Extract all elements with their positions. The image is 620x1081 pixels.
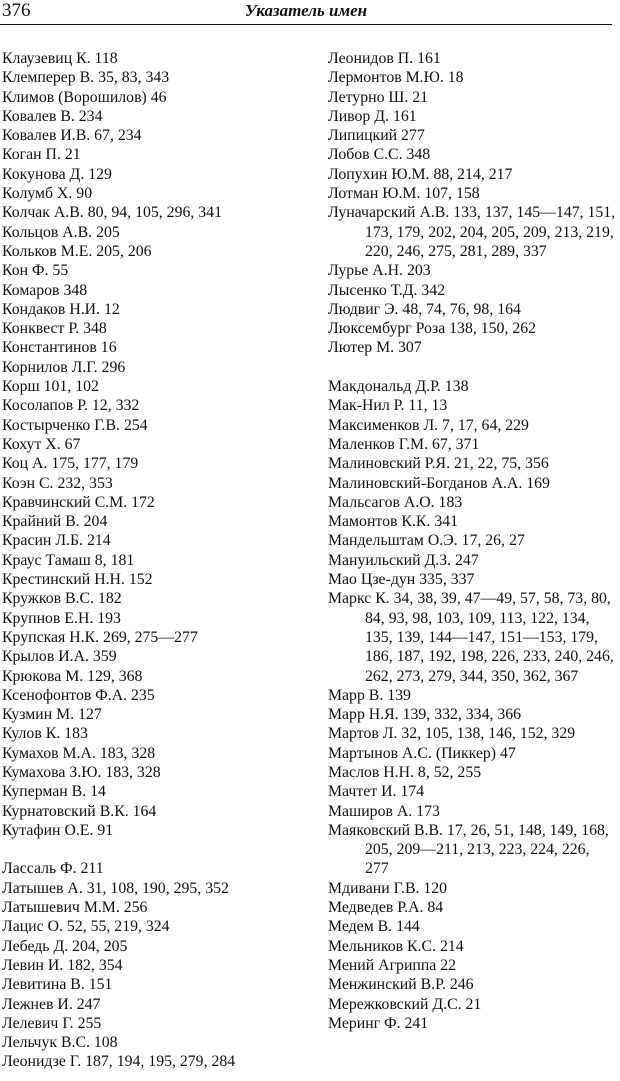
index-entry: Корш 101, 102 [2,378,99,396]
index-entry: Лотман Ю.М. 107, 158 [328,185,480,203]
index-entry: Кружков В.С. 182 [2,590,122,608]
index-entry: Кольков М.Е. 205, 206 [2,242,152,260]
index-entry: Малиновский Р.Я. 21, 22, 75, 356 [328,455,549,473]
index-entry: Кохут Х. 67 [2,435,81,453]
index-entry: Лассаль Ф. 211 [2,860,104,878]
index-entry: Кольцов А.В. 205 [2,223,120,241]
index-entry: Корнилов Л.Г. 296 [2,358,126,376]
index-entry: Ксенофонтов Ф.А. 235 [2,686,155,704]
index-entry: Лопухин Ю.М. 88, 214, 217 [328,165,513,183]
index-entry: Крюкова М. 129, 368 [2,667,143,685]
index-entry: Курнатовский В.К. 164 [2,802,157,820]
index-entry: Маленков Г.М. 67, 371 [328,435,480,453]
index-entry: Лобов С.С. 348 [328,146,431,164]
index-entry: Мао Цзе-дун 335, 337 [328,571,475,589]
index-entry: Конквест Р. 348 [2,320,107,338]
index-entry: Кравчинский С.М. 172 [2,493,155,511]
index-entry: Мартов Л. 32, 105, 138, 146, 152, 329 [328,725,576,743]
index-entry: Люксембург Роза 138, 150, 262 [328,320,537,338]
index-entry: Коц А. 175, 177, 179 [2,455,139,473]
index-entry: Маяковский В.В. 17, 26, 51, 148, 149, 168, 205, 209—211, 213, 223, 224, 226, 277 [328,821,609,878]
index-entry: Леонидов П. 161 [328,50,441,67]
index-entry: Мандельштам О.Э. 17, 26, 27 [328,532,525,550]
index-entry: Лельчук В.С. 108 [2,1034,118,1052]
index-entry: Крылов И.А. 359 [2,648,117,666]
index-entry: Маркс К. 34, 38, 39, 47—49, 57, 58, 73, 80, 84, 93, 98, 103, 109, 113, 122, 134, 135, 139, 144—147, 151—153, 179, 186, 187, 192, 198, 226, 233, 240, 246, 262, 273, 279, 344, 350, 362, 367 [328,590,614,685]
index-entry: Кон Ф. 55 [2,262,69,280]
index-entry: Константинов 16 [2,339,117,357]
index-entry: Марр Н.Я. 139, 332, 334, 366 [328,706,522,724]
index-entry: Мачтет И. 174 [328,783,425,801]
index-entry: Марр В. 139 [328,686,411,704]
index-column-right [328,49,616,1033]
index-entry: Кутафин О.Е. 91 [2,821,114,839]
index-entry: Максименков Л. 7, 17, 64, 229 [328,416,529,434]
index-entry: Липицкий 277 [328,127,425,145]
index-entry: Макдональд Д.Р. 138 [328,378,469,396]
index-entry: Мальсагов А.О. 183 [328,493,463,511]
index-entry: Медем В. 144 [328,918,420,936]
index-entry: Левитина В. 151 [2,976,113,994]
index-entry: Клаузевиц К. 118 [2,50,118,67]
index-entry: Костырченко Г.В. 254 [2,416,148,434]
index-entry: Лурье А.Н. 203 [328,262,431,280]
index-entry: Кулов К. 183 [2,725,88,743]
index-entry: Кумахова З.Ю. 183, 328 [2,763,161,781]
index-entry: Крупская Н.К. 269, 275—277 [2,628,198,646]
index-entry: Крайний В. 204 [2,513,108,531]
index-entry: Ковалев В. 234 [2,107,103,125]
index-entry: Лежнев И. 247 [2,995,101,1013]
index-entry: Луначарский А.В. 133, 137, 145—147, 151, 173, 179, 202, 204, 205, 209, 213, 219, 220, 246, 275, 281, 289, 337 [328,204,616,260]
index-entry: Маширов А. 173 [328,802,440,820]
index-entry: Кондаков Н.И. 12 [2,300,120,318]
index-entry: Лебедь Д. 204, 205 [2,937,128,955]
index-entry: Красин Л.Б. 214 [2,532,111,550]
page-header [0,0,612,24]
index-entry: Мдивани Г.В. 120 [328,879,448,897]
index-entry: Летурно Ш. 21 [328,88,429,106]
index-entry: Кузмин М. 127 [2,706,102,724]
index-entry: Мережковский Д.С. 21 [328,995,482,1013]
index-entry: Латышевич М.М. 256 [2,899,148,917]
index-entry: Медведев Р.А. 84 [328,899,444,917]
index-column-left [2,49,310,1072]
index-entry: Куперман В. 14 [2,783,106,801]
index-entry: Крупнов Е.Н. 193 [2,609,121,627]
index-entry: Климов (Ворошилов) 46 [2,88,167,106]
header-rule [0,24,612,25]
index-entry: Менжинский В.Р. 246 [328,976,474,994]
index-entry: Лелевич Г. 255 [2,1014,102,1032]
index-entry: Мамонтов К.К. 341 [328,513,459,531]
index-entry: Колумб Х. 90 [2,185,93,203]
index-entry: Коган П. 21 [2,146,81,164]
index-entry: Клемперер В. 35, 83, 343 [2,69,170,87]
index-entry: Ковалев И.В. 67, 234 [2,127,142,145]
index-entry: Левин И. 182, 354 [2,956,123,974]
index-entry: Ливор Д. 161 [328,107,417,125]
index-entry: Комаров 348 [2,281,88,299]
index-entry: Леонидзе Г. 187, 194, 195, 279, 284 [2,1053,236,1071]
index-entry: Колчак А.В. 80, 94, 105, 296, 341 [2,204,222,222]
index-entry: Мельников К.С. 214 [328,937,464,955]
index-entry: Кокунова Д. 129 [2,165,112,183]
index-entry: Мак-Нил Р. 11, 13 [328,397,448,415]
index-entry: Крестинский Н.Н. 152 [2,571,153,589]
index-entry: Мануильский Д.З. 247 [328,551,479,569]
letter-section-gap [328,358,616,377]
index-entry: Лацис О. 52, 55, 219, 324 [2,918,170,936]
letter-section-gap [2,840,310,859]
index-entry: Лермонтов М.Ю. 18 [328,69,464,87]
index-entry: Латышев А. 31, 108, 190, 295, 352 [2,879,229,897]
index-entry: Меринг Ф. 241 [328,1014,429,1032]
running-title: Указатель имен [244,1,368,20]
page-number: 376 [2,0,31,21]
index-entry: Мений Агриппа 22 [328,956,457,974]
index-entry: Коэн С. 232, 353 [2,474,113,492]
index-entry: Краус Тамаш 8, 181 [2,551,135,569]
index-entry: Маслов Н.Н. 8, 52, 255 [328,763,482,781]
index-entry: Мартынов А.С. (Пиккер) 47 [328,744,516,762]
index-entry: Лысенко Т.Д. 342 [328,281,446,299]
index-entry: Косолапов Р. 12, 332 [2,397,140,415]
index-entry: Малиновский-Богданов А.А. 169 [328,474,550,492]
index-entry: Людвиг Э. 48, 74, 76, 98, 164 [328,300,521,318]
index-entry: Лютер М. 307 [328,339,422,357]
index-entry: Кумахов М.А. 183, 328 [2,744,156,762]
